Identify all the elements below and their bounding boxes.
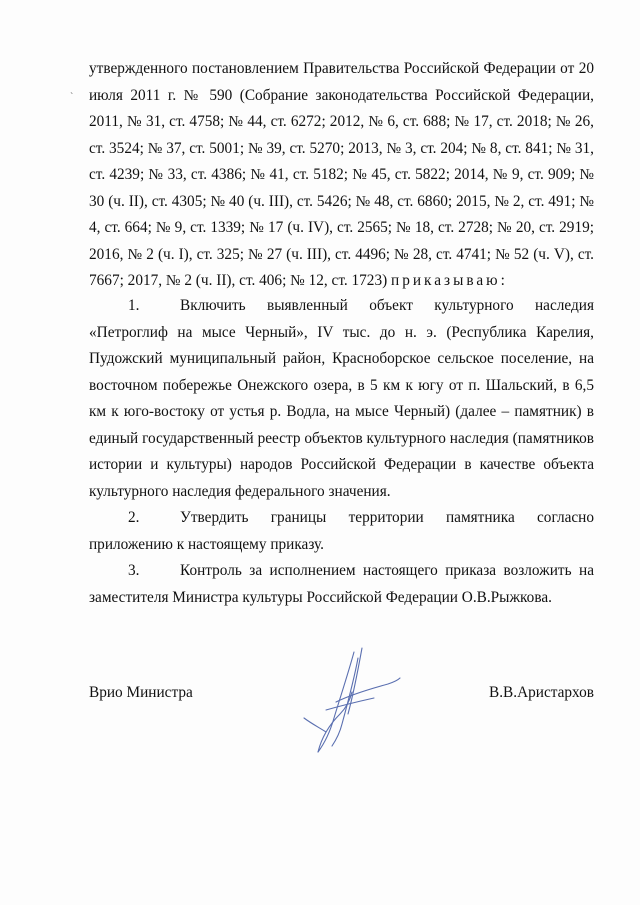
paragraph-text: Утвердить границы территории памятника согласно приложению к настоящему приказу. [89,509,594,553]
paragraph-text: Включить выявленный объект культурного наследия «Петроглиф на мысе Черный», IV тыс. до н. э. (Республика Карелия, Пудожский муниципальный район, Красноборское сельское поселение, на восточном побережье Онежского озера, в 5 км к югу от п. Шальский, в 6,5 км к юго-востоку от устья р. Водла, на мысе Черный) (далее – памятник) в единый государственный реестр объектов культурного наследия (памятников истории и культуры) народов Российской Федерации в качестве объекта культурного наследия федерального значения. [89,297,594,500]
intro-paragraph [89,56,594,295]
signatory-name: В.В.Аристархов [489,684,594,701]
handwritten-signature [296,640,406,760]
signatory-title: Врио Министра [89,684,193,701]
paragraph-number: 1. [128,297,140,314]
paragraph-1 [89,293,594,505]
paragraph-text: Контроль за исполнением настоящего приказа возложить на заместителя Министра культуры Российской Федерации О.В.Рыжкова. [89,562,594,606]
margin-mark: ` [70,92,74,103]
paragraph-2 [89,505,594,558]
intro-text: утвержденного постановлением Правительства Российской Федерации от 20 июля 2011 г. № 590 (Собрание законодательства Российской Федерации, 2011, № 31, ст. 4758; № 44, ст. 6272; 2012, № 6, ст. 688; № 17, ст. 2018; № 26, ст. 3524; № 37, ст. 5001; № 39, ст. 5270; 2013, № 3, ст. 204; № 8, ст. 841; № 31, ст. 4239; № 33, ст. 4386; № 41, ст. 5182; № 45, ст. 5822; 2014, № 9, ст. 909; № 30 (ч. II), ст. 4305; № 40 (ч. III), ст. 5426; № 48, ст. 6860; 2015, № 2, ст. 491; № 4, ст. 664; № 9, ст. 1339; № 17 (ч. IV), ст. 2565; № 18, ст. 2728; № 20, ст. 2919; 2016, № 2 (ч. I), ст. 325; № 27 (ч. III), ст. 4496; № 28, ст. 4741; № 52 (ч. V), ст. 7667; 2017, № 2 (ч. II), ст. 406; № 12, ст. 1723) [89,60,594,289]
paragraph-number: 2. [128,509,140,526]
order-word: приказываю: [391,272,508,289]
paragraph-3 [89,558,594,611]
paragraph-number: 3. [128,562,140,579]
